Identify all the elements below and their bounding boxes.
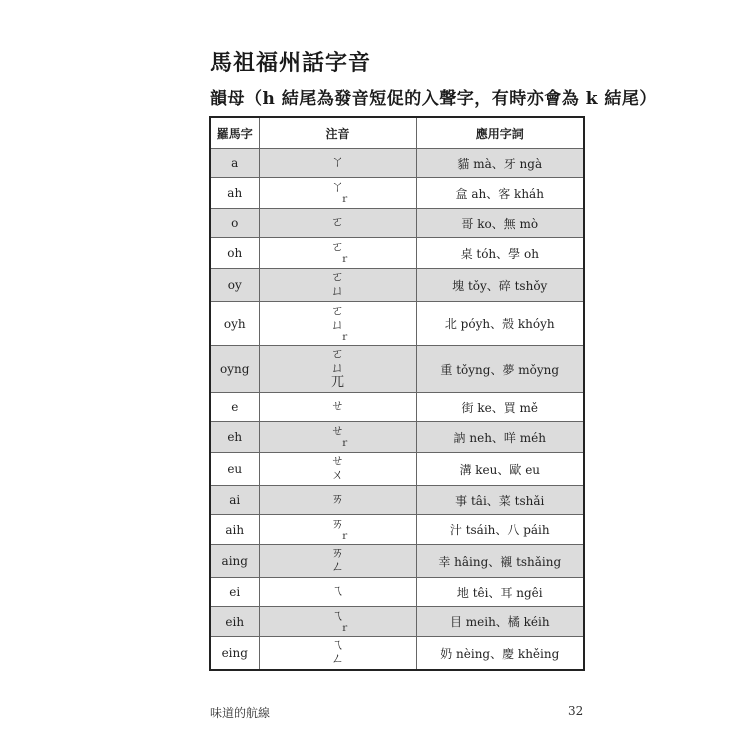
cell-examples: 街 ke、買 mě <box>416 393 584 422</box>
zhuyin-stack <box>326 179 350 207</box>
zhuyin-stack <box>331 214 344 232</box>
zhuyin-symbol: ㄚ <box>330 155 344 170</box>
cell-zhuyin <box>259 422 416 453</box>
table-row <box>210 486 584 515</box>
table-row <box>210 578 584 607</box>
zhuyin-symbol: ㄞ <box>330 516 344 532</box>
zhuyin-symbol: ㄝ <box>330 454 344 469</box>
zhuyin-symbol: ㄟ <box>330 584 344 599</box>
cell-examples: 貓 mà、牙 ngà <box>416 149 584 178</box>
table-row <box>210 269 584 302</box>
zhuyin-symbol: ㄛ <box>330 215 344 230</box>
zhuyin-symbol: ㄞ <box>330 546 344 561</box>
cell-zhuyin <box>259 149 416 178</box>
table-body <box>210 149 584 671</box>
zhuyin-symbol: ㄥ <box>330 652 344 667</box>
zhuyin-symbol: ㄩ <box>330 361 344 376</box>
zhuyin-symbol: ㄩ <box>330 317 344 333</box>
table-row <box>210 453 584 486</box>
cell-romanization: eu <box>210 453 259 486</box>
page-title: 馬祖福州話字音 <box>210 50 372 76</box>
cell-examples: 塊 tǒy、碎 tshǒy <box>416 269 584 302</box>
zhuyin-symbol: ㄞ <box>330 492 344 507</box>
cell-examples: 目 meih、橘 kéih <box>416 607 584 637</box>
zhuyin-symbol: ㄝ <box>330 399 344 414</box>
zhuyin-symbol: ㄛ <box>330 240 344 255</box>
zhuyin-stack <box>331 491 344 509</box>
footer-book-title: 味道的航線 <box>210 706 271 720</box>
table-row <box>210 238 584 269</box>
zhuyin-stack <box>331 453 344 485</box>
zhuyin-symbol: ｒ <box>339 254 350 265</box>
zhuyin-symbol: ｒ <box>339 622 350 634</box>
zhuyin-stack <box>326 303 350 345</box>
cell-zhuyin <box>259 637 416 671</box>
zhuyin-symbol: ㄥ <box>330 560 344 575</box>
rhyme-table <box>209 116 585 671</box>
cell-romanization: oyng <box>210 346 259 393</box>
table-row <box>210 607 584 637</box>
header-examples: 應用字詞 <box>416 117 584 149</box>
cell-examples: 幸 hâing、襯 tshǎing <box>416 545 584 578</box>
zhuyin-stack <box>331 269 344 301</box>
cell-examples: 訥 neh、咩 méh <box>416 422 584 453</box>
zhuyin-symbol: ㄟ <box>330 608 344 624</box>
cell-romanization: aing <box>210 545 259 578</box>
zhuyin-stack <box>326 423 350 451</box>
table-row <box>210 149 584 178</box>
cell-romanization: eh <box>210 422 259 453</box>
cell-zhuyin <box>259 453 416 486</box>
cell-romanization: oy <box>210 269 259 302</box>
cell-romanization: oyh <box>210 302 259 346</box>
cell-romanization: ah <box>210 178 259 209</box>
cell-zhuyin <box>259 545 416 578</box>
zhuyin-stack <box>326 239 350 267</box>
cell-romanization: o <box>210 209 259 238</box>
zhuyin-symbol: ｒ <box>339 530 350 542</box>
cell-examples: 地 têi、耳 ngêi <box>416 578 584 607</box>
cell-zhuyin <box>259 346 416 393</box>
cell-zhuyin <box>259 269 416 302</box>
zhuyin-stack <box>326 608 350 636</box>
cell-zhuyin <box>259 486 416 515</box>
cell-romanization: e <box>210 393 259 422</box>
cell-romanization: ei <box>210 578 259 607</box>
table-row <box>210 545 584 578</box>
zhuyin-stack <box>331 154 344 172</box>
cell-examples: 北 póyh、殼 khóyh <box>416 302 584 346</box>
cell-examples: 盒 ah、客 kháh <box>416 178 584 209</box>
zhuyin-stack <box>331 583 344 601</box>
cell-romanization: aih <box>210 515 259 545</box>
table-row <box>210 393 584 422</box>
zhuyin-symbol: ㄩ <box>330 284 344 299</box>
cell-zhuyin <box>259 178 416 209</box>
table-row <box>210 178 584 209</box>
cell-romanization: oh <box>210 238 259 269</box>
zhuyin-symbol: ㄚ <box>330 180 344 195</box>
cell-zhuyin <box>259 238 416 269</box>
table-row <box>210 515 584 545</box>
zhuyin-symbol: ｒ <box>339 331 350 343</box>
header-romanization: 羅馬字 <box>210 117 259 149</box>
cell-zhuyin <box>259 578 416 607</box>
cell-examples: 溝 keu、歐 eu <box>416 453 584 486</box>
section-subtitle: 韻母（h 結尾為發音短促的入聲字，有時亦會為 k 結尾） <box>210 89 657 109</box>
table-row <box>210 302 584 346</box>
cell-zhuyin <box>259 302 416 346</box>
cell-romanization: a <box>210 149 259 178</box>
zhuyin-stack <box>331 637 344 669</box>
cell-examples: 重 tǒyng、夢 mǒyng <box>416 346 584 393</box>
cell-zhuyin <box>259 209 416 238</box>
table-row <box>210 422 584 453</box>
zhuyin-symbol: ㄛ <box>330 347 344 362</box>
header-zhuyin: 注音 <box>259 117 416 149</box>
zhuyin-stack <box>331 398 344 416</box>
zhuyin-symbol: ㄛ <box>330 303 344 319</box>
zhuyin-stack <box>326 516 350 544</box>
cell-examples: 奶 nèing、慶 khěing <box>416 637 584 671</box>
zhuyin-stack <box>331 346 344 392</box>
table-header-row <box>210 117 584 149</box>
cell-romanization: eih <box>210 607 259 637</box>
zhuyin-symbol: ㄫ <box>330 375 344 390</box>
zhuyin-symbol: ㄟ <box>330 638 344 653</box>
zhuyin-symbol: ㄨ <box>330 468 344 483</box>
cell-zhuyin <box>259 607 416 637</box>
zhuyin-symbol: ㄛ <box>330 270 344 285</box>
cell-examples: 桌 tóh、學 oh <box>416 238 584 269</box>
table-row <box>210 346 584 393</box>
table-row <box>210 637 584 671</box>
zhuyin-stack <box>331 545 344 577</box>
cell-zhuyin <box>259 393 416 422</box>
cell-examples: 事 tâi、菜 tshǎi <box>416 486 584 515</box>
zhuyin-symbol: ㄝ <box>330 424 344 439</box>
cell-zhuyin <box>259 515 416 545</box>
zhuyin-symbol: ｒ <box>339 194 350 205</box>
zhuyin-symbol: ｒ <box>339 438 350 449</box>
table-row <box>210 209 584 238</box>
cell-romanization: ai <box>210 486 259 515</box>
page-number: 32 <box>568 704 584 718</box>
cell-examples: 哥 ko、無 mò <box>416 209 584 238</box>
cell-romanization: eing <box>210 637 259 671</box>
cell-examples: 汁 tsáih、八 páih <box>416 515 584 545</box>
